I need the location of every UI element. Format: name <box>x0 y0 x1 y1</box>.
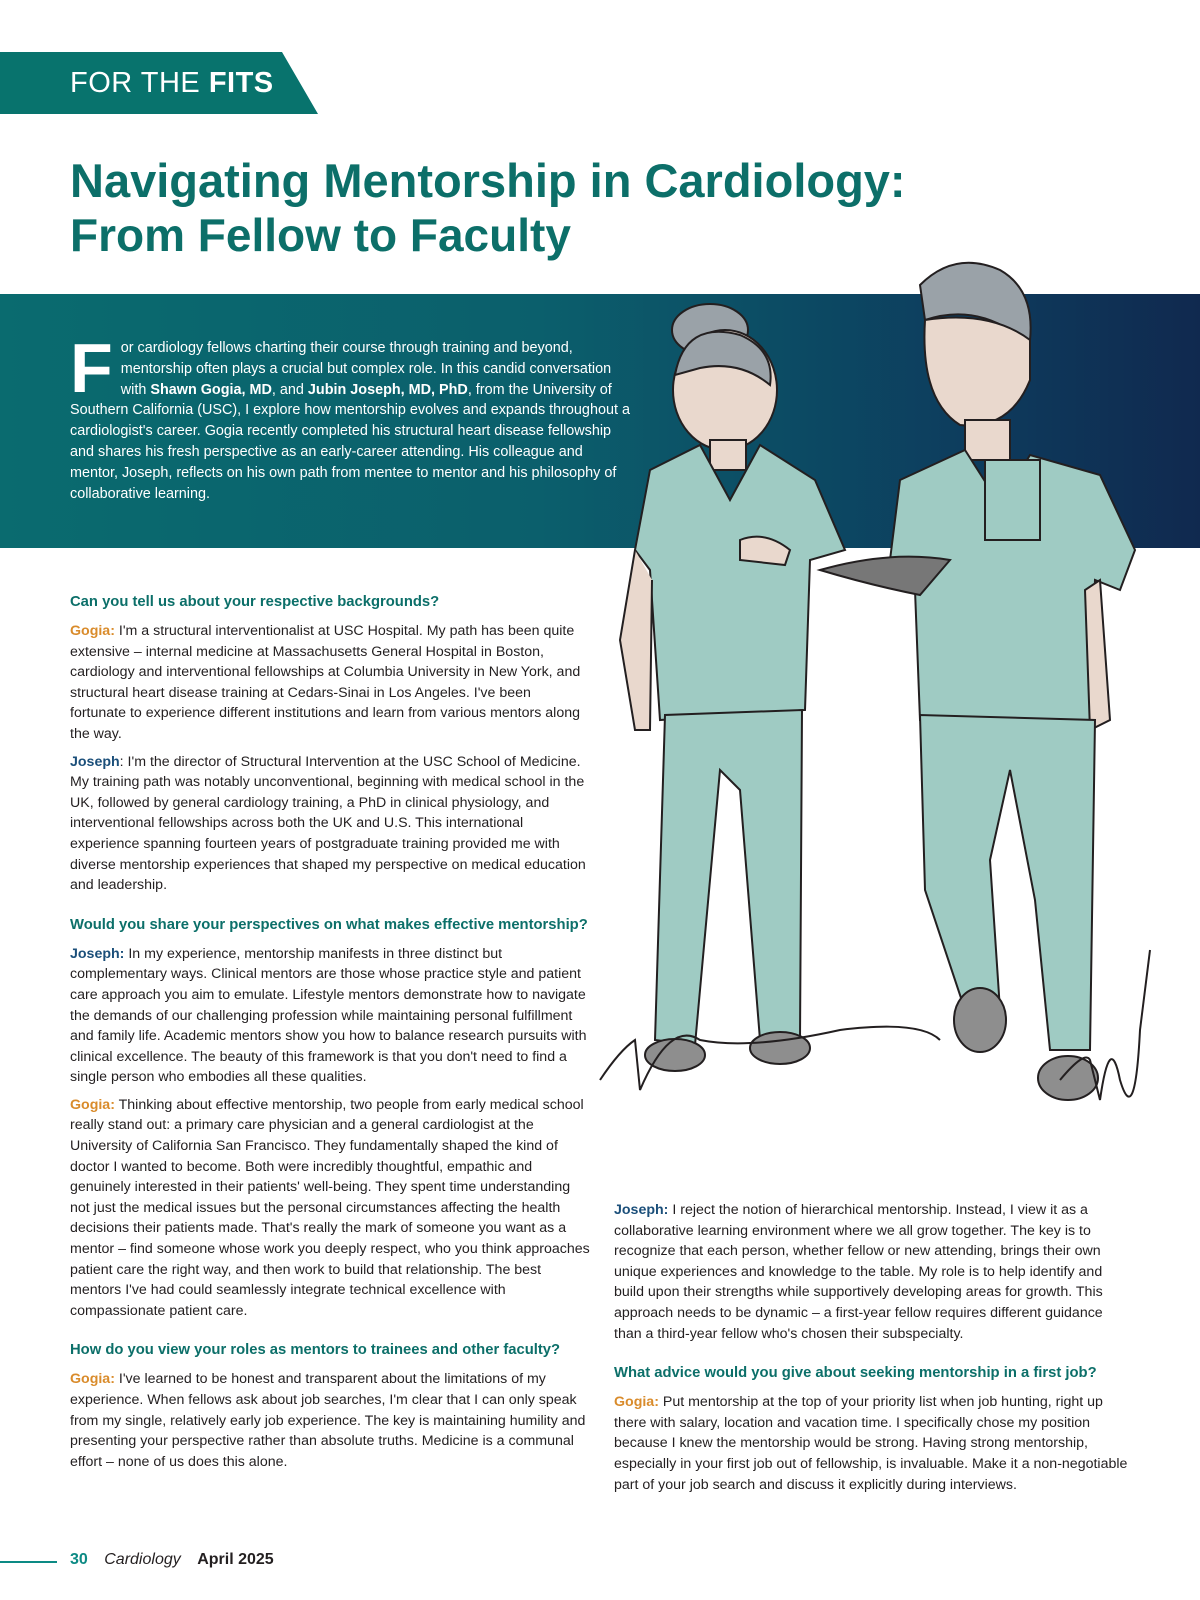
answer-paragraph: Joseph: I reject the notion of hierarchical mentorship. Instead, I view it as a collaborative learning environment where we all grow together. The key is to recognize that each person, whether fellow or new attending, brings their own unique experiences and knowledge to the table. My role is to help identify and build upon their strengths while supportively developing areas for growth. This approach needs to be dynamic – a first-year fellow requires different guidance than a third-year fellow who's chosen their subspecialty. <box>614 1202 1103 1342</box>
doctors-illustration <box>590 250 1200 1140</box>
page-footer <box>70 1551 274 1569</box>
speaker-label: Joseph: <box>70 945 125 962</box>
article-subtitle: From Fellow to Faculty <box>70 209 571 261</box>
speaker-label: Gogia: <box>614 1394 659 1411</box>
answer-paragraph: Joseph: In my experience, mentorship manifests in three distinct but complementary ways. Clinical mentors are those whose practice style and patient care approach you aim to emulate. Lifestyle mentors demonstrate how to navigate the demands of our challenging profession while maintaining personal fulfillment and family life. Academic mentors show you how to balance research pursuits with clinical excellence. The beauty of this framework is that you don't need to find a single person who embodies all these qualities. <box>70 945 587 1086</box>
speaker-label: Joseph: <box>614 1202 669 1218</box>
question-heading: Can you tell us about your respective backgrounds? <box>70 594 440 610</box>
drop-cap: F <box>70 329 113 407</box>
section-label: FOR THE FITS <box>70 67 274 99</box>
answer-paragraph: Gogia: I've learned to be honest and transparent about the limitations of my experience. When fellows ask about job searches, I'm clear that I can only speak from my single, relatively early job experience. The key is maintaining humility and presenting your perspective rather than absolute truths. Medicine is a communal effort – none of us does this alone. <box>70 1371 586 1470</box>
male-doctor-figure <box>820 263 1135 1100</box>
speaker-label: Joseph <box>70 753 120 770</box>
article-title: Navigating Mentorship in Cardiology: <box>70 154 906 207</box>
female-doctor-figure <box>620 304 845 1071</box>
question-heading: What advice would you give about seeking mentorship in a first job? <box>614 1365 1097 1382</box>
speaker-label: Gogia: <box>70 623 115 639</box>
speaker-label: Gogia: <box>70 1371 115 1388</box>
issue-date: April 2025 <box>197 1551 274 1568</box>
article-column-left <box>70 592 590 1479</box>
intro-paragraph: For cardiology fellows charting their course through training and beyond, mentorship often plays a crucial but complex role. In this candid conversation with Shawn Gogia, MD, and Jubin Joseph, MD, PhD, from the University of Southern California (USC), I explore how mentorship evolves and expands throughout a cardiologist's career. Gogia recently completed his structural heart disease fellowship and shares his fresh perspective as an early-career attending. His colleague and mentor, Joseph, reflects on his own path from mentee to mentor and his philosophy of collaborative learning. <box>70 329 630 502</box>
magazine-name: Cardiology <box>104 1551 181 1568</box>
footer-rule <box>0 1561 57 1563</box>
answer-paragraph: Gogia: Thinking about effective mentorship, two people from early medical school really stand out: a primary care physician and a general cardiologist at the University of California San Francisco. They fundamentally shaped the kind of doctor I wanted to become. Both were incredibly thoughtful, empathic and genuinely interested in their patients' well-being. They spent time understanding not just the medical issues but the personal circumstances affecting the health decisions their patients made. That's really the mark of someone you want as a mentor – find someone whose work you deeply respect, who you think approaches patient care the right way, and then work to build that relationship. The best mentors I've had could seamlessly integrate technical excellence with compassionate patient care. <box>70 1096 590 1319</box>
article-column-right <box>614 1200 1134 1502</box>
speaker-label: Gogia: <box>70 1096 115 1113</box>
answer-paragraph: Gogia: Put mentorship at the top of your priority list when job hunting, right up there with salary, location and vacation time. I specifically chose my position because I knew the mentorship would be strong. Having strong mentorship, especially in your first job out of fellowship, is invaluable. Make it a non-negotiable part of your job search and discuss it explicitly during interviews. <box>614 1394 1128 1493</box>
answer-paragraph: Gogia: I'm a structural interventionalist at USC Hospital. My path has been quite extensive – internal medicine at Massachusetts General Hospital in Boston, cardiology and interventional fellowships at Columbia University in New York, and structural heart disease training at Cedars-Sinai in Los Angeles. I've been fortunate to experience different institutions and learn from various mentors along the way. <box>70 623 581 742</box>
question-heading: How do you view your roles as mentors to trainees and other faculty? <box>70 1342 561 1359</box>
answer-paragraph: Joseph: I'm the director of Structural Intervention at the USC School of Medicine. My training path was notably unconventional, beginning with medical school in the UK, followed by general cardiology training, a PhD in clinical physiology, and interventional fellowships across both the UK and U.S. This international experience spanning fourteen years of postgraduate training provided me with diverse mentorship experiences that shaped my perspective on medical education and leadership. <box>70 753 586 894</box>
page-number: 30 <box>70 1551 88 1568</box>
question-heading: Would you share your perspectives on what makes effective mentorship? <box>70 916 588 933</box>
